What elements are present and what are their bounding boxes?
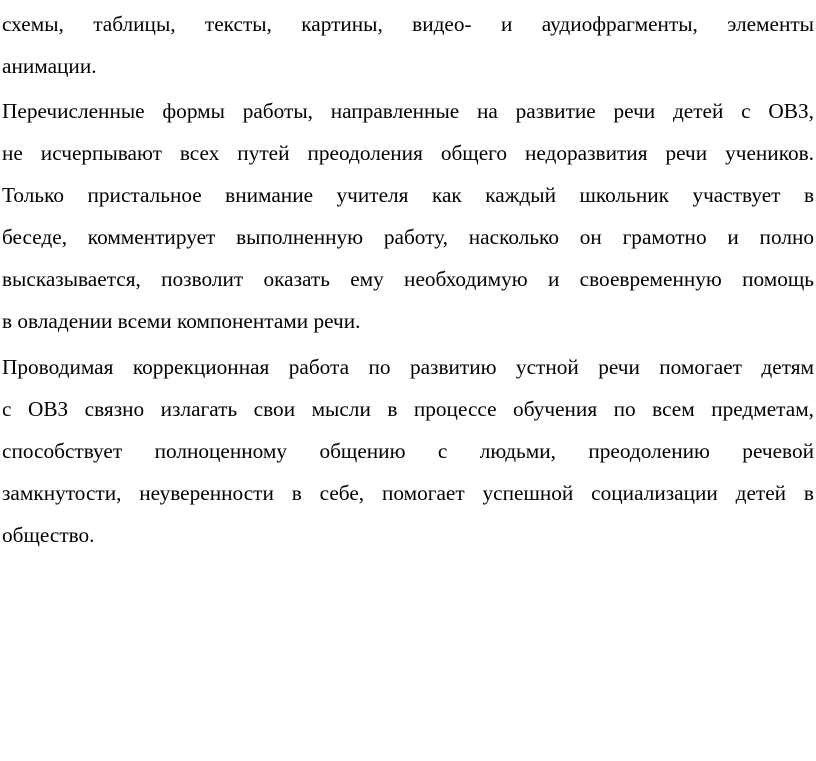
- text-line: не исчерпывают всех путей преодоления общего недоразвития речи учеников.: [2, 141, 814, 165]
- text-line: схемы, таблицы, тексты, картины, видео- и аудиофрагменты, элементы: [2, 12, 814, 36]
- text-line: беседе, комментирует выполненную работу, насколько он грамотно и полно: [2, 225, 814, 249]
- paragraph: [2, 346, 814, 556]
- text-line: Перечисленные формы работы, направленные на развитие речи детей с ОВЗ,: [2, 99, 814, 123]
- document-body: [2, 3, 814, 556]
- text-line: в овладении всеми компонентами речи.: [2, 309, 361, 333]
- text-line: высказывается, позволит оказать ему необходимую и своевременную помощь: [2, 267, 814, 291]
- paragraph: [2, 3, 814, 87]
- paragraph: [2, 90, 814, 342]
- text-line: Только пристальное внимание учителя как каждый школьник участвует в: [2, 183, 814, 207]
- text-line: с ОВЗ связно излагать свои мысли в процессе обучения по всем предметам,: [2, 397, 814, 421]
- text-line: способствует полноценному общению с людьми, преодолению речевой: [2, 439, 814, 463]
- text-line: замкнутости, неуверенности в себе, помогает успешной социализации детей в: [2, 481, 814, 505]
- text-line: анимации.: [2, 54, 97, 78]
- text-line: Проводимая коррекционная работа по развитию устной речи помогает детям: [2, 355, 814, 379]
- text-line: общество.: [2, 523, 95, 547]
